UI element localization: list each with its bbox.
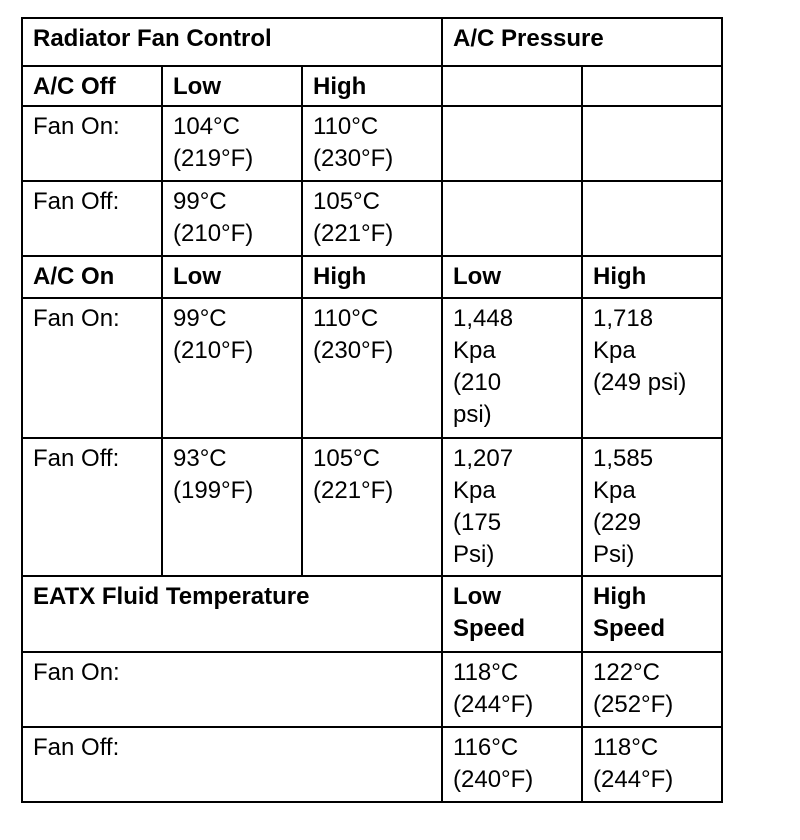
row-label: Fan Off: xyxy=(22,438,162,576)
radiator-fan-control-heading: Radiator Fan Control xyxy=(22,18,442,66)
ac-off-fan-off-low: 99°C (210°F) xyxy=(162,181,302,256)
table-row xyxy=(22,181,722,256)
ac-off-fan-off-high: 105°C (221°F) xyxy=(302,181,442,256)
fan-control-table xyxy=(21,17,723,803)
ac-on-fan-on-low: 99°C (210°F) xyxy=(162,298,302,438)
ac-on-fan-on-pressure-high: 1,718 Kpa (249 psi) xyxy=(582,298,722,438)
ac-on-high-header: High xyxy=(302,256,442,298)
row-label: Fan Off: xyxy=(22,181,162,256)
table-row xyxy=(22,727,722,802)
ac-off-low-header: Low xyxy=(162,66,302,106)
empty-cell xyxy=(582,181,722,256)
table-row xyxy=(22,256,722,298)
ac-on-fan-off-low: 93°C (199°F) xyxy=(162,438,302,576)
ac-on-fan-off-pressure-high: 1,585 Kpa (229 Psi) xyxy=(582,438,722,576)
empty-cell xyxy=(582,66,722,106)
table-row xyxy=(22,66,722,106)
empty-cell xyxy=(442,106,582,181)
ac-on-label: A/C On xyxy=(22,256,162,298)
low-speed-header: Low Speed xyxy=(442,576,582,652)
pressure-low-header: Low xyxy=(442,256,582,298)
ac-pressure-heading: A/C Pressure xyxy=(442,18,722,66)
ac-on-fan-off-pressure-low: 1,207 Kpa (175 Psi) xyxy=(442,438,582,576)
table-row xyxy=(22,106,722,181)
ac-off-label: A/C Off xyxy=(22,66,162,106)
ac-on-fan-on-pressure-low: 1,448 Kpa (210 psi) xyxy=(442,298,582,438)
ac-off-fan-on-high: 110°C (230°F) xyxy=(302,106,442,181)
row-label: Fan On: xyxy=(22,298,162,438)
row-label: Fan On: xyxy=(22,106,162,181)
high-speed-header: High Speed xyxy=(582,576,722,652)
eatx-fluid-temperature-heading: EATX Fluid Temperature xyxy=(22,576,442,652)
empty-cell xyxy=(582,106,722,181)
empty-cell xyxy=(442,181,582,256)
empty-cell xyxy=(442,66,582,106)
pressure-high-header: High xyxy=(582,256,722,298)
ac-on-fan-on-high: 110°C (230°F) xyxy=(302,298,442,438)
ac-on-fan-off-high: 105°C (221°F) xyxy=(302,438,442,576)
eatx-fan-on-low-speed: 118°C (244°F) xyxy=(442,652,582,727)
ac-off-fan-on-low: 104°C (219°F) xyxy=(162,106,302,181)
eatx-fan-off-high-speed: 118°C (244°F) xyxy=(582,727,722,802)
ac-on-low-header: Low xyxy=(162,256,302,298)
table-row xyxy=(22,438,722,576)
row-label: Fan Off: xyxy=(22,727,442,802)
row-label: Fan On: xyxy=(22,652,442,727)
table-row xyxy=(22,576,722,652)
eatx-fan-off-low-speed: 116°C (240°F) xyxy=(442,727,582,802)
eatx-fan-on-high-speed: 122°C (252°F) xyxy=(582,652,722,727)
table-row xyxy=(22,18,722,66)
table-row xyxy=(22,652,722,727)
table-row xyxy=(22,298,722,438)
ac-off-high-header: High xyxy=(302,66,442,106)
